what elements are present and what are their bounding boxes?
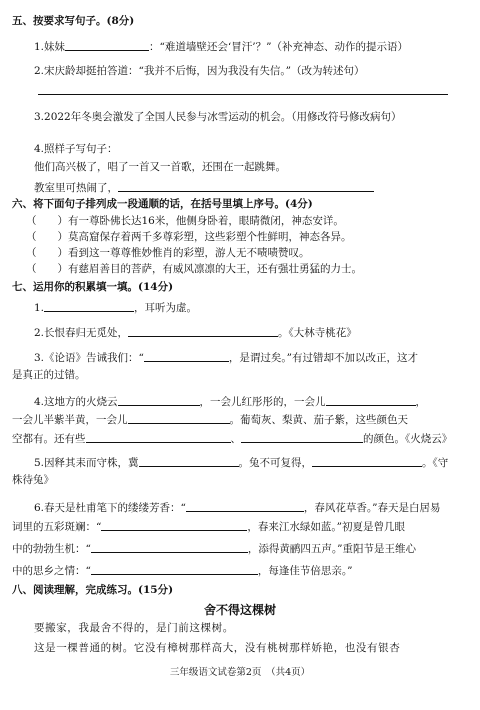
s7-q1-number: 1. (34, 302, 45, 314)
s6-item-2: （ ）莫高窟保存着两千多尊彩塑，这些彩塑个性鲜明，神态各异。 (26, 231, 352, 243)
s7-q4-text: 4.这地方的火烧云 (34, 396, 118, 408)
s5-q1-text: 1.妹妹 (34, 41, 66, 53)
s7-q4-line2 (12, 412, 408, 427)
page-footer: 三年级语文试卷第2页 （共4页） (169, 667, 311, 678)
answer-blank[interactable] (186, 500, 304, 512)
section-5-title: 五、按要求写句子。(8分) (12, 15, 135, 27)
s7-q6-text-3: 词里的五彩斑斓：“ (12, 521, 102, 533)
s5-q2: 2.宋庆龄却挺拍答道：“我并不后悔，因为我没有失信。”（改为转述句） (34, 65, 365, 77)
section-8-title: 八、阅读理解，完成练习。(15分) (12, 584, 174, 596)
s6-item-4: （ ）有慈眉善目的菩萨，有威风凛凛的大王，还有强壮勇猛的力士。 (26, 263, 362, 275)
answer-blank[interactable] (91, 563, 258, 575)
s7-q5-text-2: 。兔不可复得， (238, 457, 313, 469)
s5-q4-ask (34, 180, 374, 195)
answer-blank[interactable] (128, 325, 278, 337)
s7-q6-text-6: ，添得黄鹂四五声。”重阳节是王维心 (247, 543, 416, 555)
s7-q6 (34, 500, 441, 515)
s7-q5-text-3: 。《守 (422, 457, 449, 469)
s7-q6-line3 (12, 541, 416, 556)
s5-q1-prompt: ：“难道墙壁还会‘冒汗’？”（补充神态、动作的提示语） (149, 41, 408, 53)
section-6-title: 六、将下面句子排列成一段通顺的话，在括号里填上序号。(4分) (12, 198, 313, 210)
s5-q3: 3.2022年冬奥会激发了全国人民参与冰雪运动的机会。（用修改符号修改病句） (34, 111, 402, 123)
s7-q6-text-4: ，春来江水绿如蓝。”初夏是曾几眼 (247, 521, 405, 533)
s7-q6-text-5: 中的勃勃生机：“ (12, 543, 91, 555)
s7-q4-text-2: ，一会儿红彤彤的，一会儿 (199, 396, 326, 408)
s5-q4-ask-text: 教室里可热闹了， (34, 182, 118, 194)
s7-q3-cont: 是真正的过错。 (12, 369, 86, 381)
s7-q6-text-8: ，每逢佳节倍思亲。” (257, 565, 353, 577)
s7-q1 (34, 300, 197, 315)
answer-blank[interactable] (86, 431, 231, 443)
answer-blank[interactable] (91, 541, 248, 553)
s7-q3-text-2: ，是谓过矣。”有过错却不加以改正，这才 (228, 352, 419, 364)
answer-blank[interactable] (118, 180, 374, 192)
s6-item-1: （ ）有一尊卧佛长达16米，他侧身卧着，眼睛微闭，神态安详。 (26, 215, 344, 227)
s7-q5-cont: 株待兔》 (12, 474, 54, 486)
s7-q4-text-6: 的颜色。《火烧云》 (363, 433, 453, 445)
answer-blank[interactable] (139, 455, 239, 467)
s7-q5 (34, 455, 448, 470)
passage-paragraph-2: 这是一棵普通的树。它没有樟树那样高大，没有桃树那样娇艳，也没有银杏 (34, 642, 401, 654)
s5-q1 (34, 39, 408, 54)
s7-q4-sep: 、 (230, 433, 241, 445)
section-7-title: 七、运用你的积累填一填。(14分) (12, 281, 174, 293)
answer-blank[interactable] (312, 455, 422, 467)
s7-q4-comma: ， (415, 396, 427, 408)
passage-title: 舍不得这棵树 (203, 603, 276, 617)
answer-blank[interactable] (65, 39, 149, 51)
answer-line[interactable] (38, 94, 448, 95)
answer-blank[interactable] (118, 394, 200, 406)
s7-q2-source: 。《大林寺桃花》 (278, 327, 357, 339)
answer-blank[interactable] (128, 412, 230, 424)
s7-q2-text: 2.长恨春归无觅处， (34, 327, 129, 339)
s7-q6-line2 (12, 519, 405, 534)
s7-q5-text: 5.因释其耒而守株，冀 (34, 457, 139, 469)
s7-q3-text: 3.《论语》告诫我们：“ (34, 352, 144, 364)
answer-blank[interactable] (101, 519, 247, 531)
s7-q6-line4 (12, 563, 353, 578)
s7-q3 (34, 350, 418, 365)
answer-blank[interactable] (44, 300, 134, 312)
s7-q1-text: ，耳听为虚。 (134, 302, 198, 314)
s7-q4-text-3: 一会儿半紫半黄，一会儿 (12, 414, 128, 426)
passage-paragraph-1: 要搬家，我最舍不得的，是门前这棵树。 (34, 622, 234, 634)
answer-blank[interactable] (144, 350, 229, 362)
s5-q4: 4.照样子写句子： (34, 143, 118, 155)
s7-q6-text-2: ，春风花草香。”春天是白居易 (303, 502, 441, 514)
answer-blank[interactable] (326, 394, 416, 406)
s7-q4-text-4: 。葡萄灰、梨黄、茄子紫，这些颜色天 (229, 414, 408, 426)
s7-q4-line3 (12, 431, 452, 446)
s6-item-3: （ ）看到这一尊尊惟妙惟肖的彩塑，游人无不啧啧赞叹。 (26, 247, 310, 259)
s7-q4-text-5: 空都有。还有些 (12, 433, 86, 445)
s7-q4 (34, 394, 426, 409)
s7-q6-text-7: 中的思乡之情：“ (12, 565, 91, 577)
s5-q4-example: 他们高兴极了，唱了一首又一首歌，还围在一起跳舞。 (34, 161, 286, 173)
s7-q2 (34, 325, 357, 340)
s7-q6-text: 6.春天是杜甫笔下的缕缕芳香：“ (34, 502, 186, 514)
answer-blank[interactable] (241, 431, 363, 443)
